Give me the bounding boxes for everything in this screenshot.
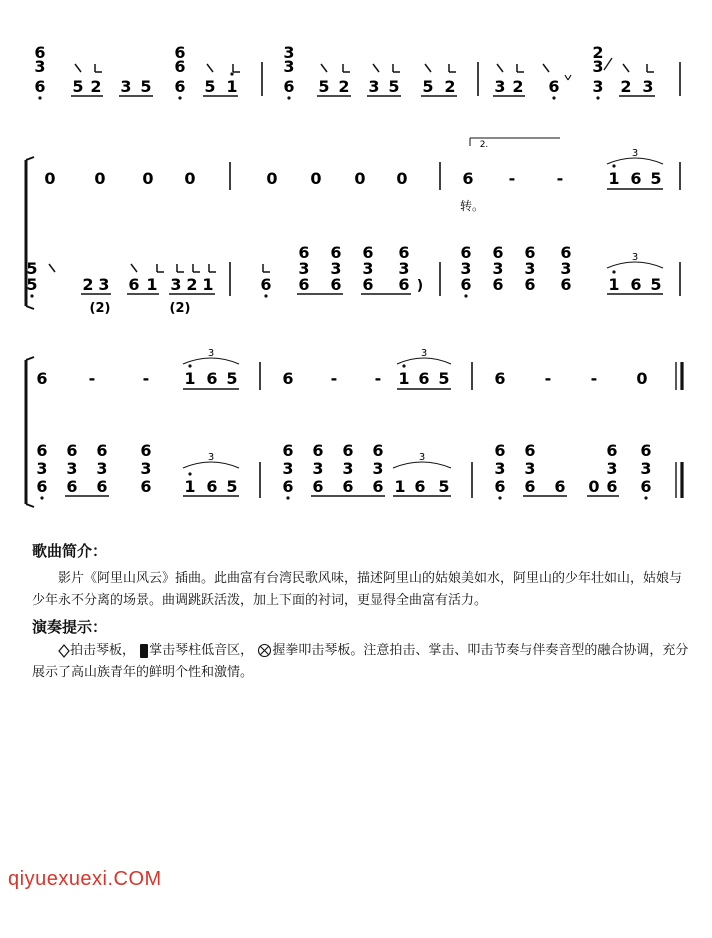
acc-upper-note: 6 (330, 243, 342, 262)
octave-dot (552, 96, 555, 99)
tip-item-slap: 拍击琴板， (70, 643, 136, 658)
acc-upper-note: 6 (524, 243, 536, 262)
top-note: 6 (34, 43, 46, 62)
melody-note: - (544, 369, 552, 388)
strum-mark (207, 64, 213, 72)
acc-bottom-note: 6 (140, 477, 152, 496)
octave-dot (402, 364, 405, 367)
strum-mark (543, 64, 549, 72)
top-note: 3 (34, 57, 46, 76)
octave-dot (596, 96, 599, 99)
melody-note: - (330, 369, 338, 388)
top-note: 3 (283, 57, 295, 76)
acc-upper-note: 6 (36, 441, 48, 460)
system-bracket (26, 157, 34, 160)
acc-bottom-note: 5 (26, 259, 38, 278)
bottom-note: 5 (388, 77, 400, 96)
melody-note: - (142, 369, 150, 388)
acc-bottom-note: 6 (524, 477, 536, 496)
melody-note: 0 (184, 169, 196, 188)
acc-bottom-note: 5 (650, 275, 662, 294)
acc-bottom-note: 6 (372, 477, 384, 496)
acc-upper-note: 6 (372, 441, 384, 460)
octave-dot (188, 364, 191, 367)
triplet-number: 3 (207, 452, 215, 463)
intro-title: 歌曲简介： (32, 542, 108, 560)
acc-mid-note: 3 (492, 259, 504, 278)
acc-upper-note: 6 (398, 243, 410, 262)
tips-title: 演奏提示： (32, 618, 108, 636)
bottom-note: 6 (283, 77, 295, 96)
triplet-number: 3 (631, 148, 639, 159)
acc-bottom-note: 6 (342, 477, 354, 496)
tip-item-knock: 握拳叩击琴板。 (272, 643, 364, 658)
tip-note: 注意拍击、掌击、叩击节奏与伴奏音型的融合协调，充分展示了高山族青年的鲜明个性和激情。 (32, 643, 689, 680)
triplet-number: 3 (420, 348, 428, 359)
acc-bottom-note: 6 (66, 477, 78, 496)
melody-note: 0 (396, 169, 408, 188)
acc-upper-note: 6 (492, 243, 504, 262)
bottom-note: 2 (620, 77, 632, 96)
breath-mark (565, 75, 568, 80)
bottom-note: 5 (204, 77, 216, 96)
bottom-note: 2 (338, 77, 350, 96)
octave-dot (264, 294, 267, 297)
octave-dot (464, 294, 467, 297)
triplet-number: 3 (418, 452, 426, 463)
acc-mid-note: 3 (560, 259, 572, 278)
bottom-note: 3 (494, 77, 506, 96)
acc-bottom-note: 1 (146, 275, 158, 294)
octave-dot (38, 96, 41, 99)
acc-bottom-note: 6 (414, 477, 426, 496)
acc-mid-note: 3 (140, 459, 152, 478)
strum-mark (49, 264, 55, 272)
octave-dot (30, 294, 33, 297)
annotation-text: 转。 (459, 199, 485, 213)
top-note: 6 (174, 43, 186, 62)
melody-note: 6 (418, 369, 430, 388)
bottom-note: 2 (90, 77, 102, 96)
acc-bottom-note: 1 (202, 275, 214, 294)
acc-bottom-note: 6 (524, 275, 536, 294)
acc-bottom-note: 6 (96, 477, 108, 496)
melody-note: 0 (636, 369, 648, 388)
melody-note: 0 (266, 169, 278, 188)
melody-note: 5 (226, 369, 238, 388)
melody-note: - (88, 369, 96, 388)
octave-dot (286, 496, 289, 499)
acc-bottom-note: 2 (82, 275, 94, 294)
acc-upper-note: 6 (66, 441, 78, 460)
strum-mark (75, 64, 81, 72)
acc-upper-note: 6 (298, 243, 310, 262)
top-note: 3 (283, 43, 295, 62)
acc-bottom-note: 0 (588, 477, 600, 496)
acc-bottom-note: 6 (128, 275, 140, 294)
acc-mid-note: 3 (36, 459, 48, 478)
system-bracket (26, 504, 34, 507)
melody-note: 0 (142, 169, 154, 188)
system-bracket (26, 357, 34, 360)
bottom-note: 3 (368, 77, 380, 96)
acc-bottom-note: 6 (606, 477, 618, 496)
acc-bottom-note: 6 (494, 477, 506, 496)
bottom-note: 3 (642, 77, 654, 96)
bottom-note: 6 (34, 77, 46, 96)
melody-note: 5 (438, 369, 450, 388)
melody-note: - (374, 369, 382, 388)
acc-upper-note: 6 (140, 441, 152, 460)
system-bracket (26, 306, 34, 309)
acc-upper-note: 6 (606, 441, 618, 460)
volta-label: 2. (479, 140, 489, 150)
octave-dot (40, 496, 43, 499)
acc-bottom-note: 6 (492, 275, 504, 294)
acc-upper-note: 6 (560, 243, 572, 262)
bottom-note: 1 (226, 77, 238, 96)
octave-dot (178, 96, 181, 99)
acc-bottom-note: 1 (394, 477, 406, 496)
acc-bottom-note: 5 (226, 477, 238, 496)
bottom-note: 6 (548, 77, 560, 96)
bottom-note: 2 (512, 77, 524, 96)
bottom-note: 5 (72, 77, 84, 96)
melody-note: 6 (206, 369, 218, 388)
watermark-text: qiyuexuexi.COM (8, 868, 162, 890)
acc-bottom-note: 2 (186, 275, 198, 294)
octave-dot (188, 472, 191, 475)
octave-dot (644, 496, 647, 499)
acc-upper-note: 6 (282, 441, 294, 460)
acc-bottom-note: 6 (554, 477, 566, 496)
melody-note: 6 (462, 169, 474, 188)
melody-note: 6 (494, 369, 506, 388)
acc-bottom-note: 6 (362, 275, 374, 294)
strum-mark (373, 64, 379, 72)
acc-mid-note: 3 (362, 259, 374, 278)
acc-mid-note: 3 (494, 459, 506, 478)
octave-dot (498, 496, 501, 499)
acc-upper-note: 6 (640, 441, 652, 460)
acc-upper-note: 6 (494, 441, 506, 460)
melody-note: 0 (94, 169, 106, 188)
acc-mid-note: 3 (460, 259, 472, 278)
acc-upper-note: 6 (362, 243, 374, 262)
acc-mid-note: 3 (342, 459, 354, 478)
acc-bottom-note: 6 (630, 275, 642, 294)
acc-bottom-note: 6 (206, 477, 218, 496)
tips-text (32, 640, 692, 684)
acc-mid-note: 3 (330, 259, 342, 278)
melody-note: - (590, 369, 598, 388)
circled-x-icon (257, 643, 272, 658)
melody-note: 5 (650, 169, 662, 188)
melody-note: - (556, 169, 564, 188)
score-line-3 (26, 348, 682, 507)
acc-mid-note: 3 (524, 459, 536, 478)
acc-mid-note: 3 (298, 259, 310, 278)
triplet-number: 3 (207, 348, 215, 359)
melody-note: 6 (282, 369, 294, 388)
melody-note: 1 (398, 369, 410, 388)
acc-bottom-note: 6 (282, 477, 294, 496)
paren-mark: (2) (169, 301, 191, 316)
octave-dot (612, 270, 615, 273)
acc-bottom-note: 1 (608, 275, 620, 294)
acc-bottom-note: 6 (398, 275, 410, 294)
acc-mid-note: 3 (66, 459, 78, 478)
melody-note: 6 (36, 369, 48, 388)
triplet-number: 3 (631, 252, 639, 263)
acc-mid-note: 3 (372, 459, 384, 478)
acc-mid-note: 3 (524, 259, 536, 278)
octave-dot (230, 72, 233, 75)
strum-mark (131, 264, 137, 272)
bottom-note: 3 (592, 77, 604, 96)
melody-note: 0 (310, 169, 322, 188)
octave-dot (287, 96, 290, 99)
score-line-2 (26, 138, 680, 316)
bottom-note: 3 (120, 77, 132, 96)
octave-dot (612, 164, 615, 167)
acc-bottom-note: 6 (312, 477, 324, 496)
acc-bottom-note: 6 (560, 275, 572, 294)
acc-mid-note: 3 (96, 459, 108, 478)
acc-mid-note: 3 (398, 259, 410, 278)
acc-bottom-note: 3 (98, 275, 110, 294)
acc-bottom-note: 3 (170, 275, 182, 294)
acc-bottom-note: 6 (460, 275, 472, 294)
acc-upper-note: 6 (342, 441, 354, 460)
score-line-1 (34, 43, 680, 100)
acc-upper-note: 6 (96, 441, 108, 460)
bottom-note: 5 (140, 77, 152, 96)
tip-item-palm: 掌击琴柱低音区， (149, 643, 254, 658)
top-note: 3 (592, 57, 604, 76)
bottom-note: 6 (174, 77, 186, 96)
diamond-icon (58, 644, 70, 658)
melody-note: 0 (354, 169, 366, 188)
acc-bottom-note: 6 (640, 477, 652, 496)
acc-upper-note: 6 (460, 243, 472, 262)
bottom-note: 5 (422, 77, 434, 96)
acc-bottom-note: 6 (260, 275, 272, 294)
strum-mark (425, 64, 431, 72)
acc-bottom-note: 1 (184, 477, 196, 496)
acc-mid-note: 3 (282, 459, 294, 478)
paren-mark: (2) (89, 301, 111, 316)
strum-mark (321, 64, 327, 72)
filled-rectangle-icon (139, 643, 149, 659)
breath-mark (568, 75, 571, 80)
paren-mark: ) (416, 278, 424, 294)
top-note: 6 (174, 57, 186, 76)
top-note: 2 (592, 43, 604, 62)
strum-mark (623, 64, 629, 72)
acc-upper-note: 6 (524, 441, 536, 460)
slide-mark (604, 58, 612, 70)
acc-mid-note: 3 (312, 459, 324, 478)
melody-note: 1 (608, 169, 620, 188)
acc-bottom-note: 6 (298, 275, 310, 294)
acc-upper-note: 6 (312, 441, 324, 460)
acc-bottom-note: 5 (26, 275, 38, 294)
bottom-note: 5 (318, 77, 330, 96)
melody-note: - (508, 169, 516, 188)
strum-mark (497, 64, 503, 72)
acc-bottom-note: 6 (330, 275, 342, 294)
bottom-note: 2 (444, 77, 456, 96)
acc-bottom-note: 5 (438, 477, 450, 496)
melody-note: 6 (630, 169, 642, 188)
melody-note: 0 (44, 169, 56, 188)
acc-mid-note: 3 (640, 459, 652, 478)
intro-text: 影片《阿里山风云》插曲。此曲富有台湾民歌风味，描述阿里山的姑娘美如水，阿里山的少年壮如山，姑娘与少年永不分离的场景。曲调跳跃活泼，加上下面的衬词，更显得全曲富有活力。 (32, 571, 683, 608)
melody-note: 1 (184, 369, 196, 388)
acc-mid-note: 3 (606, 459, 618, 478)
acc-bottom-note: 6 (36, 477, 48, 496)
